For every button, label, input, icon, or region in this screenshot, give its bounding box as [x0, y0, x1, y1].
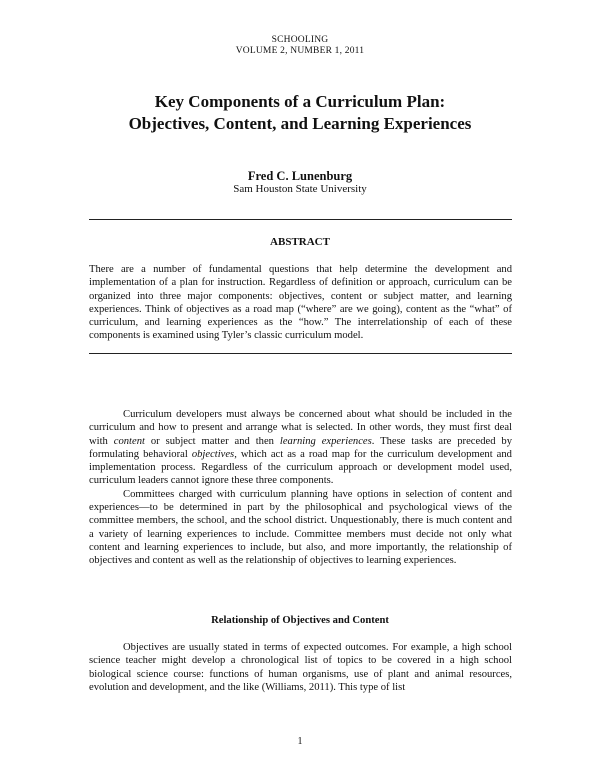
abstract-bottom-rule	[89, 353, 512, 354]
body-paragraph-2: Committees charged with curriculum planning have options in selection of content and experiences—to be determined in part by the philosophical and psychological views of the committee members, the school, and the school district. Unquestionably, there is much content and a variety of learning experiences to include. Committee members must decide not only what content and learning experiences to include, but also, and more importantly, the relationship of objectives and content as well as the relationship of objectives to learning experiences.	[89, 488, 512, 567]
author-affiliation: Sam Houston State University	[233, 183, 367, 195]
emphasis-objectives: objectives	[191, 448, 235, 460]
emphasis-content: content	[113, 435, 145, 447]
section-body	[89, 641, 512, 694]
title-line-1: Key Components of a Curriculum Plan:	[154, 92, 446, 111]
section-heading: Relationship of Objectives and Content	[211, 615, 389, 626]
abstract-text: There are a number of fundamental questions that help determine the development and implementation of a plan for instruction. Regardless of definition or approach, curriculum can be organized into three major components: objectives, content or subject matter, and learning experiences. Think of objectives as a road map (“where” are we going), content as the “what” of curriculum, and learning experiences as the “how.” The interrelationship of each of these components is examined using Tyler’s classic curriculum model.	[89, 264, 512, 342]
paper-title	[0, 91, 600, 135]
journal-volume: VOLUME 2, NUMBER 1, 2011	[235, 46, 365, 56]
body-paragraph-1	[89, 408, 512, 488]
abstract-heading: ABSTRACT	[270, 236, 330, 248]
body-p1-text-b: or subject matter and then	[144, 435, 280, 447]
journal-name: SCHOOLING	[271, 35, 329, 45]
body-p1-text-c: . These tasks are preceded by formulating behavioral	[89, 435, 513, 460]
section-paragraph-1: Objectives are usually stated in terms of expected outcomes. For example, a high school science teacher might develop a chronological list of topics to be covered in a high school biological science course: functions of human organisms, use of plant and animal resources, evolution and development, and the like (Williams, 2011). This type of list	[89, 642, 512, 693]
title-line-2: Objectives, Content, and Learning Experiences	[128, 114, 472, 133]
body-p1-text-d: , which act as a road map for the curriculum development and implementation process. Regardless of the curriculum approach or development model used, curriculum leaders cannot ignore these three components.	[89, 448, 512, 487]
page-number: 1	[297, 736, 303, 747]
emphasis-learning-experiences: learning experiences	[279, 435, 372, 447]
author-name: Fred C. Lunenburg	[247, 169, 353, 183]
body-section	[89, 408, 512, 568]
body-p1-text-a: Curriculum developers must always be concerned about what should be included in the curriculum and how to present and arrange what is selected. In other words, they must first deal with	[89, 409, 512, 447]
abstract-top-rule	[89, 219, 512, 220]
